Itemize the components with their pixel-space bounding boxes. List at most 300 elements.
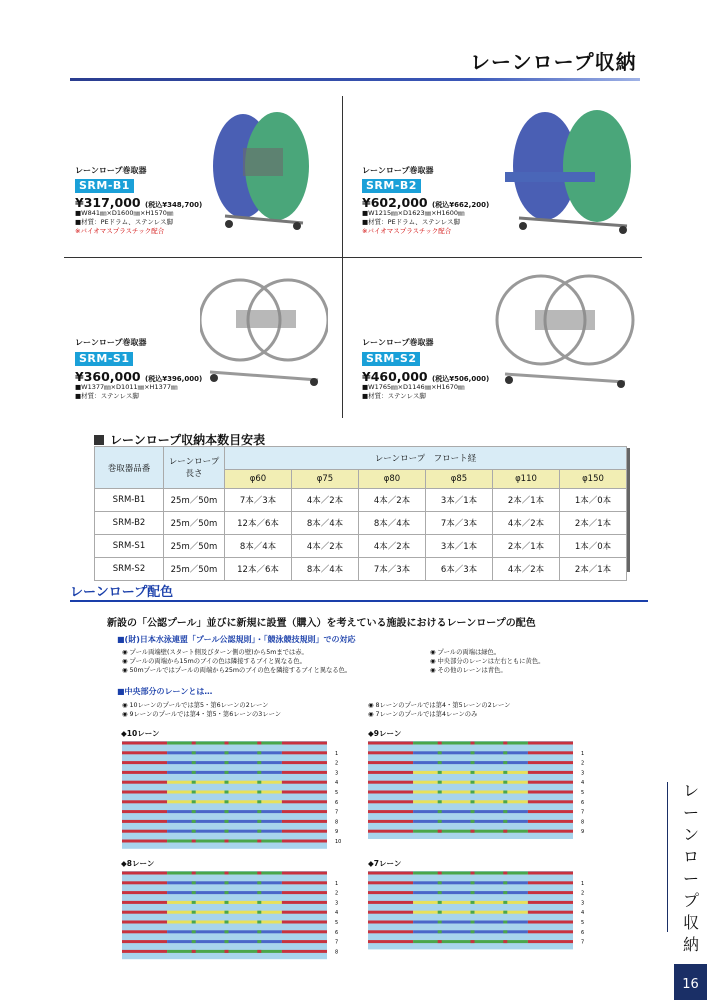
product-material-b1: ■材質：PEドラム、ステンレス脚 xyxy=(75,218,173,226)
lane-rope xyxy=(368,771,413,774)
product-name-s2: レーンロープ巻取器 xyxy=(362,338,434,347)
product-code-b2: SRM-B2 xyxy=(362,179,421,193)
lane-number: 1 xyxy=(581,750,585,757)
cell-value: 2本／1本 xyxy=(560,512,627,535)
table-header-diameter: φ80 xyxy=(359,470,426,489)
cell-value: 12本／6本 xyxy=(225,512,292,535)
lane-rope xyxy=(368,810,413,813)
buoy-marker xyxy=(257,911,261,914)
buoy-marker xyxy=(471,891,475,894)
lane-number: 4 xyxy=(581,780,585,787)
buoy-marker xyxy=(438,820,442,823)
buoy-marker xyxy=(192,930,196,933)
buoy-marker xyxy=(471,872,475,875)
lane-rope xyxy=(282,742,327,745)
buoy-marker xyxy=(503,911,507,914)
cell-model: SRM-B2 xyxy=(95,512,164,535)
lane-number: 1 xyxy=(581,880,585,887)
lane-number: 7 xyxy=(581,809,585,816)
buoy-marker xyxy=(225,820,229,823)
lane-rope xyxy=(528,881,573,884)
buoy-marker xyxy=(225,781,229,784)
lane-rope xyxy=(528,940,573,943)
lane-number: 5 xyxy=(335,920,339,926)
lane-rope xyxy=(122,950,167,953)
lane-rope xyxy=(122,791,167,794)
lane-rope xyxy=(368,901,413,904)
buoy-marker xyxy=(503,771,507,774)
buoy-marker xyxy=(192,872,196,875)
cell-value: 4本／2本 xyxy=(493,558,560,581)
reel-image-s2 xyxy=(495,268,635,390)
lane-rope xyxy=(368,800,413,803)
buoy-marker xyxy=(225,840,229,843)
buoy-marker xyxy=(192,771,196,774)
lane-rope xyxy=(282,820,327,823)
lane-rope xyxy=(528,742,573,745)
cell-value: 2本／1本 xyxy=(560,558,627,581)
product-name-b2: レーンロープ巻取器 xyxy=(362,166,434,175)
buoy-marker xyxy=(471,911,475,914)
center-left-list xyxy=(122,701,281,719)
lane-number: 4 xyxy=(335,780,339,787)
diagram-label-7: ◆7レーン xyxy=(368,859,402,868)
buoy-marker xyxy=(192,791,196,794)
lane-rope xyxy=(282,840,327,843)
buoy-marker xyxy=(257,950,261,953)
buoy-marker xyxy=(503,800,507,803)
page-number: 16 xyxy=(674,964,707,1000)
page-title: レーンロープ収納 xyxy=(470,50,637,74)
lane-rope xyxy=(368,751,413,754)
product-price-b1: ¥317,000 (税込¥348,700) xyxy=(75,195,203,210)
cell-length: 25m／50m xyxy=(164,558,225,581)
buoy-marker xyxy=(471,761,475,764)
buoy-marker xyxy=(257,751,261,754)
table-header-diameter: φ75 xyxy=(292,470,359,489)
buoy-marker xyxy=(503,901,507,904)
list-item: ◉ 8レーンのプールでは第4・第5レーンの2レーン xyxy=(368,702,511,709)
lane-rope xyxy=(282,800,327,803)
list-item: ◉ 中央部分のレーンは左右ともに黄色。 xyxy=(430,658,545,665)
lane-rope xyxy=(368,930,413,933)
lane-rope xyxy=(528,921,573,924)
buoy-marker xyxy=(192,751,196,754)
buoy-marker xyxy=(257,940,261,943)
diagram-label-9: ◆9レーン xyxy=(368,729,402,738)
lane-rope xyxy=(282,881,327,884)
lane-number: 3 xyxy=(335,770,339,777)
buoy-marker xyxy=(471,751,475,754)
table-header-length: レーンロープ 長さ xyxy=(164,447,225,489)
lane-rope xyxy=(528,891,573,894)
buoy-marker xyxy=(471,810,475,813)
buoy-marker xyxy=(192,742,196,745)
lane-rope xyxy=(122,771,167,774)
lane-rope xyxy=(282,771,327,774)
lane-rope xyxy=(368,891,413,894)
reel-image-b1 xyxy=(205,108,315,234)
product-specs-s2 xyxy=(362,383,464,401)
buoy-marker xyxy=(503,781,507,784)
buoy-marker xyxy=(471,930,475,933)
lane-number: 1 xyxy=(335,880,339,887)
buoy-marker xyxy=(438,940,442,943)
lane-rope xyxy=(282,810,327,813)
table-row xyxy=(95,489,627,512)
buoy-marker xyxy=(503,751,507,754)
product-size-s2: ■W1765㎜×D1146㎜×H1670㎜ xyxy=(362,383,465,391)
product-material-b2: ■材質：PEドラム、ステンレス脚 xyxy=(362,218,460,226)
table-header-diameter: φ85 xyxy=(426,470,493,489)
lane-rope xyxy=(368,761,413,764)
cell-value: 4本／2本 xyxy=(359,489,426,512)
buoy-marker xyxy=(503,820,507,823)
lane-rope xyxy=(282,781,327,784)
buoy-marker xyxy=(192,820,196,823)
buoy-marker xyxy=(192,840,196,843)
buoy-marker xyxy=(257,742,261,745)
buoy-marker xyxy=(438,921,442,924)
lane-number: 10 xyxy=(335,839,342,845)
table-row xyxy=(95,558,627,581)
buoy-marker xyxy=(257,810,261,813)
rules-title: ■(財)日本水泳連盟「プール公認規則」・「競泳競技規則」での対応 xyxy=(117,635,356,644)
lane-number: 2 xyxy=(335,890,339,897)
product-specs-s1 xyxy=(75,383,177,401)
lane-number: 8 xyxy=(335,819,339,826)
lane-rope xyxy=(122,881,167,884)
buoy-marker xyxy=(225,751,229,754)
lane-rope xyxy=(122,940,167,943)
lane-rope xyxy=(122,921,167,924)
list-item: ◉ 9レーンのプールでは第4・第5・第6レーンの3レーン xyxy=(122,711,282,718)
buoy-marker xyxy=(438,830,442,833)
buoy-marker xyxy=(438,751,442,754)
sidebar-char: ー xyxy=(682,869,699,888)
buoy-marker xyxy=(438,911,442,914)
lane-rope xyxy=(282,921,327,924)
table-header-diameter: φ60 xyxy=(225,470,292,489)
buoy-marker xyxy=(471,820,475,823)
lane-number: 5 xyxy=(581,920,585,926)
lane-number: 3 xyxy=(581,900,585,907)
lane-rope xyxy=(528,781,573,784)
lane-number: 5 xyxy=(335,790,339,796)
lane-number: 7 xyxy=(335,809,339,816)
cell-value: 7本／3本 xyxy=(225,489,292,512)
lane-rope xyxy=(528,911,573,914)
buoy-marker xyxy=(438,881,442,884)
cell-value: 7本／3本 xyxy=(359,558,426,581)
buoy-marker xyxy=(192,911,196,914)
list-item: ◉ その他のレーンは青色。 xyxy=(430,667,507,674)
lane-rope xyxy=(122,901,167,904)
buoy-marker xyxy=(192,781,196,784)
lane-rope xyxy=(368,830,413,833)
lane-rope xyxy=(368,911,413,914)
lane-number: 3 xyxy=(581,770,585,777)
lane-number: 2 xyxy=(581,760,585,767)
buoy-marker xyxy=(225,921,229,924)
product-divider-horizontal xyxy=(64,257,642,258)
buoy-marker xyxy=(225,872,229,875)
cell-value: 8本／4本 xyxy=(292,558,359,581)
cell-model: SRM-S2 xyxy=(95,558,164,581)
product-code-s1: SRM-S1 xyxy=(75,352,133,366)
list-item: ◉ 7レーンのプールでは第4レーンのみ xyxy=(368,711,478,718)
product-size-b2: ■W1215㎜×D1623㎜×H1600㎜ xyxy=(362,209,465,217)
buoy-marker xyxy=(257,901,261,904)
lane-rope xyxy=(528,901,573,904)
lane-number: 2 xyxy=(581,890,585,897)
lane-rope xyxy=(122,830,167,833)
buoy-marker xyxy=(503,921,507,924)
cell-value: 4本／2本 xyxy=(292,535,359,558)
cell-value: 8本／4本 xyxy=(359,512,426,535)
capacity-table xyxy=(94,446,627,581)
buoy-marker xyxy=(192,761,196,764)
lane-number: 4 xyxy=(335,910,339,917)
lane-number: 5 xyxy=(581,790,585,796)
list-item: ◉ プール両端壁(スタート側及びターン側の壁)から5mまでは赤。 xyxy=(122,649,308,656)
buoy-marker xyxy=(503,881,507,884)
cell-value: 3本／1本 xyxy=(426,489,493,512)
cell-value: 8本／4本 xyxy=(292,512,359,535)
product-note-b2: ※バイオマスプラスチック配合 xyxy=(362,227,452,235)
lane-number: 7 xyxy=(581,939,585,946)
buoy-marker xyxy=(225,881,229,884)
cell-length: 25m／50m xyxy=(164,535,225,558)
sidebar-vertical-title xyxy=(682,780,700,956)
buoy-marker xyxy=(438,771,442,774)
product-specs-b2 xyxy=(362,209,464,236)
lane-rope xyxy=(368,791,413,794)
buoy-marker xyxy=(192,940,196,943)
reel-image-s1 xyxy=(200,270,328,388)
cell-model: SRM-B1 xyxy=(95,489,164,512)
rules-left-list xyxy=(122,648,351,675)
pool-background xyxy=(368,741,573,839)
lane-rope xyxy=(122,761,167,764)
lane-rope xyxy=(368,742,413,745)
product-price-b2: ¥602,000 (税込¥662,200) xyxy=(362,195,490,210)
buoy-marker xyxy=(225,771,229,774)
lane-diagram-10 xyxy=(122,741,347,851)
buoy-marker xyxy=(257,771,261,774)
sidebar-char: ー xyxy=(682,803,699,822)
lane-rope xyxy=(282,911,327,914)
buoy-marker xyxy=(503,830,507,833)
lane-rope xyxy=(528,872,573,875)
sidebar-char: ロ xyxy=(682,847,699,866)
lane-rope xyxy=(282,901,327,904)
lane-rope xyxy=(122,751,167,754)
lane-rope xyxy=(528,800,573,803)
cell-value: 8本／4本 xyxy=(225,535,292,558)
product-size-s1: ■W1377㎜×D1011㎜×H1377㎜ xyxy=(75,383,178,391)
lane-rope xyxy=(122,930,167,933)
lane-number: 1 xyxy=(335,750,339,757)
buoy-marker xyxy=(471,791,475,794)
diagram-label-10: ◆10レーン xyxy=(121,729,160,738)
lane-rope xyxy=(368,781,413,784)
sidebar-divider xyxy=(667,782,668,932)
buoy-marker xyxy=(503,810,507,813)
reel-image-b2 xyxy=(505,108,635,238)
buoy-marker xyxy=(225,830,229,833)
lane-rope xyxy=(122,891,167,894)
lane-rope xyxy=(528,930,573,933)
buoy-marker xyxy=(192,800,196,803)
buoy-marker xyxy=(225,930,229,933)
buoy-marker xyxy=(471,800,475,803)
list-item: ◉ プールの両端は緑色。 xyxy=(430,649,501,656)
buoy-marker xyxy=(192,810,196,813)
sidebar-char: レ xyxy=(682,781,699,800)
cell-value: 1本／0本 xyxy=(560,489,627,512)
buoy-marker xyxy=(192,891,196,894)
buoy-marker xyxy=(257,891,261,894)
buoy-marker xyxy=(503,761,507,764)
lane-rope xyxy=(528,761,573,764)
buoy-marker xyxy=(225,911,229,914)
product-material-s1: ■材質：ステンレス脚 xyxy=(75,392,139,400)
buoy-marker xyxy=(438,901,442,904)
buoy-marker xyxy=(471,742,475,745)
cell-value: 4本／2本 xyxy=(292,489,359,512)
center-right-list xyxy=(368,701,510,719)
lane-number: 9 xyxy=(581,829,585,836)
buoy-marker xyxy=(503,872,507,875)
buoy-marker xyxy=(503,940,507,943)
buoy-marker xyxy=(225,901,229,904)
color-section-underline xyxy=(70,600,648,602)
cell-value: 7本／3本 xyxy=(426,512,493,535)
buoy-marker xyxy=(471,781,475,784)
capacity-title-text: レーンロープ収納本数目安表 xyxy=(110,433,266,447)
title-underline xyxy=(70,78,640,81)
lane-rope xyxy=(528,791,573,794)
lane-rope xyxy=(368,881,413,884)
buoy-marker xyxy=(438,791,442,794)
buoy-marker xyxy=(438,761,442,764)
sidebar-char: プ xyxy=(682,891,699,910)
buoy-marker xyxy=(192,901,196,904)
cell-value: 12本／6本 xyxy=(225,558,292,581)
rules-right-list xyxy=(430,648,544,675)
buoy-marker xyxy=(257,761,261,764)
list-item: ◉ 10レーンのプールでは第5・第6レーンの2レーン xyxy=(122,702,269,709)
buoy-marker xyxy=(192,830,196,833)
cell-length: 25m／50m xyxy=(164,512,225,535)
lane-rope xyxy=(122,742,167,745)
cell-value: 4本／2本 xyxy=(359,535,426,558)
buoy-marker xyxy=(438,810,442,813)
buoy-marker xyxy=(438,781,442,784)
buoy-marker xyxy=(257,800,261,803)
lane-rope xyxy=(368,872,413,875)
buoy-marker xyxy=(225,940,229,943)
product-name-b1: レーンロープ巻取器 xyxy=(75,166,147,175)
lane-number: 8 xyxy=(335,949,339,956)
lane-number: 9 xyxy=(335,829,339,836)
lane-diagram-8 xyxy=(122,871,347,963)
product-size-b1: ■W841㎜×D1600㎜×H1570㎜ xyxy=(75,209,174,217)
buoy-marker xyxy=(225,761,229,764)
lane-rope xyxy=(368,921,413,924)
lane-rope xyxy=(282,950,327,953)
square-icon xyxy=(94,435,104,445)
list-item: ◉ プールの両端から15mのブイの色は隣接するブイと異なる色。 xyxy=(122,658,306,665)
table-header-group: レーンロープ フロート経 xyxy=(225,447,627,470)
lane-number: 8 xyxy=(581,819,585,826)
lane-diagram-9 xyxy=(368,741,593,851)
buoy-marker xyxy=(225,742,229,745)
buoy-marker xyxy=(438,930,442,933)
buoy-marker xyxy=(503,930,507,933)
lane-rope xyxy=(368,820,413,823)
table-row xyxy=(95,512,627,535)
product-note-b1: ※バイオマスプラスチック配合 xyxy=(75,227,165,235)
lane-number: 6 xyxy=(335,799,339,806)
buoy-marker xyxy=(503,791,507,794)
product-name-s1: レーンロープ巻取器 xyxy=(75,338,147,347)
lane-number: 7 xyxy=(335,939,339,946)
cell-value: 2本／1本 xyxy=(493,489,560,512)
list-item: ◉ 50mプールではプールの両端から25mのブイの色を隣接するブイと異なる色。 xyxy=(122,667,352,674)
lane-rope xyxy=(282,791,327,794)
sidebar-char: ン xyxy=(682,825,699,844)
lane-number: 2 xyxy=(335,760,339,767)
buoy-marker xyxy=(192,881,196,884)
buoy-marker xyxy=(471,830,475,833)
product-price-s1: ¥360,000 (税込¥396,000) xyxy=(75,369,203,384)
lane-rope xyxy=(122,872,167,875)
table-row xyxy=(95,535,627,558)
lane-rope xyxy=(282,761,327,764)
lane-number: 6 xyxy=(335,929,339,936)
lane-number: 6 xyxy=(581,929,585,936)
lane-rope xyxy=(528,830,573,833)
buoy-marker xyxy=(471,940,475,943)
lane-rope xyxy=(528,810,573,813)
lane-rope xyxy=(122,820,167,823)
product-code-s2: SRM-S2 xyxy=(362,352,420,366)
buoy-marker xyxy=(257,930,261,933)
lane-rope xyxy=(122,810,167,813)
lane-rope xyxy=(282,891,327,894)
buoy-marker xyxy=(257,872,261,875)
buoy-marker xyxy=(503,891,507,894)
buoy-marker xyxy=(257,830,261,833)
buoy-marker xyxy=(257,820,261,823)
center-lane-title: ■中央部分のレーンとは… xyxy=(117,687,213,696)
cell-value: 3本／1本 xyxy=(426,535,493,558)
cell-value: 2本／1本 xyxy=(493,535,560,558)
color-section-title: レーンロープ配色 xyxy=(70,585,174,600)
buoy-marker xyxy=(225,791,229,794)
buoy-marker xyxy=(225,891,229,894)
cell-value: 1本／0本 xyxy=(560,535,627,558)
color-section-lead: 新設の「公認プール」並びに新規に設置（購入）を考えている施設におけるレーンロープの配色 xyxy=(107,618,536,629)
buoy-marker xyxy=(438,742,442,745)
lane-number: 6 xyxy=(581,799,585,806)
lane-rope xyxy=(122,840,167,843)
buoy-marker xyxy=(257,791,261,794)
buoy-marker xyxy=(503,742,507,745)
lane-rope xyxy=(282,751,327,754)
